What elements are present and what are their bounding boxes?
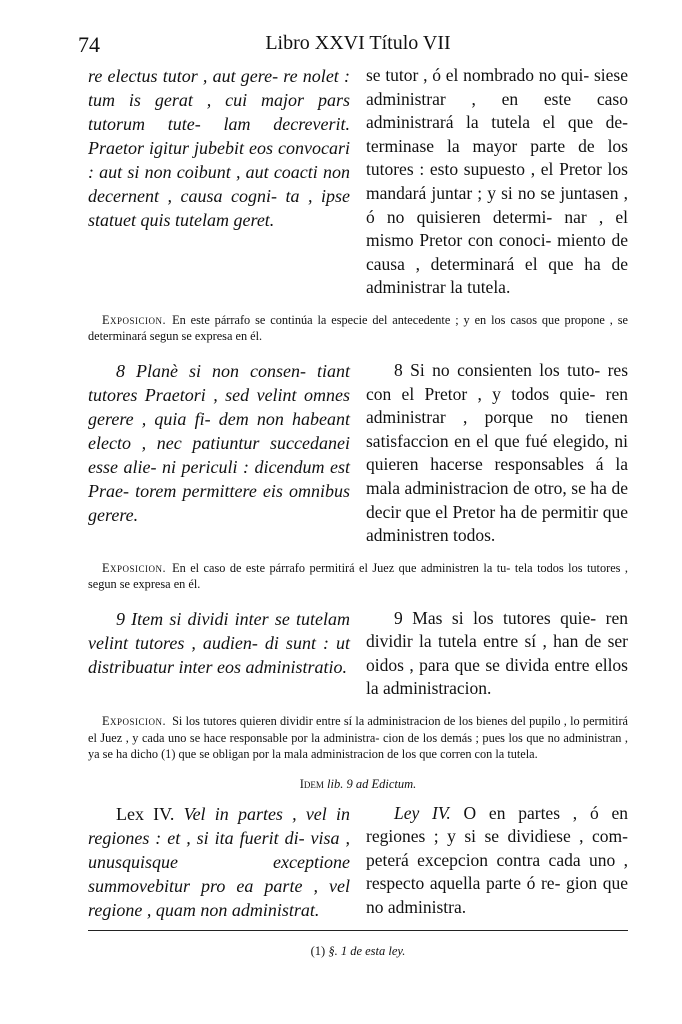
exposicion-label: Exposicion. <box>102 312 167 327</box>
exposicion-3 <box>88 713 628 763</box>
source-author: Idem <box>299 776 324 791</box>
page <box>78 30 629 922</box>
lex-spanish-heading: Ley IV. <box>394 802 451 823</box>
exposicion-2 <box>88 560 628 593</box>
latin-column <box>88 607 350 701</box>
lex-spanish-text: O en partes , ó en regiones ; y si se dividiese , com- peterá excepcion contra cada uno , respecto aquella parte ó re- gion que no administra. <box>366 802 629 917</box>
source-work: lib. 9 ad Edictum. <box>327 776 417 791</box>
lex-latin-text: Vel in partes , vel in regiones : et , si ita fuerit di- visa , unusquisque exceptione summovebitur pro ea parte , vel regione , quam non administrat. <box>88 803 350 920</box>
latin-text: 9 Item si dividi inter se tutelam velint tutores , audien- di sunt : ut distribuatur inter eos administratio. <box>88 608 350 677</box>
section-1-columns <box>88 64 628 300</box>
latin-column <box>88 359 350 548</box>
section-3-columns <box>88 607 628 701</box>
footnote-rule <box>88 930 628 931</box>
exposicion-text: Si los tutores quieren dividir entre sí la administracion de los bienes del pupilo , lo permitirá el Juez , y cada uno se hace responsable por la administra- cion de los demás ; pues los que no administran , ya se ha dicho (1) que se obligan por la mala administracion de los que corren con la tutela. <box>88 714 628 762</box>
latin-text: 8 Planè si non consen- tiant tutores Praetori , sed velint omnes gerere , quia fi- dem non habeant electo , nec patiuntur succedanei esse alie- ni periculi : dicendum est Prae- torem permittere eis omnibus gerere. <box>88 360 350 525</box>
exposicion-1 <box>88 312 628 345</box>
lex-latin-heading: Lex IV. <box>116 803 175 824</box>
spanish-column <box>366 359 628 548</box>
running-title: Libro XXVI Título VII <box>265 32 451 54</box>
exposicion-text: En este párrafo se continúa la especie del antecedente ; y en los casos que propone , se determinará segun se expresa en él. <box>88 312 628 344</box>
exposicion-label: Exposicion. <box>102 714 167 729</box>
footnote-text: §. 1 de esta ley. <box>328 944 406 958</box>
latin-column <box>88 64 350 300</box>
section-2-columns <box>88 359 628 548</box>
exposicion-label: Exposicion. <box>102 560 167 575</box>
footnote <box>88 944 628 959</box>
spanish-column <box>366 64 628 300</box>
spanish-text: se tutor , ó el nombrado no qui- siese administrar , en este caso administrará la tutela el que de- terminase la mayor parte de los tutores : esto supuesto , el Pretor los mandará juntar ; y si no se juntasen , ó no quisieren determi- nar , el mismo Pretor con conoci- miento de causa , determinará el que ha de administrar la tutela. <box>366 65 628 298</box>
spanish-text: 9 Mas si los tutores quie- ren dividir la tutela entre sí , han de ser oidos , para que se divida entre ellos la administracion. <box>366 607 628 699</box>
exposicion-text: En el caso de este párrafo permitirá el Juez que administren la tu- tela todos los tutores , segun se expresa en él. <box>88 560 628 592</box>
lex-latin-column <box>88 802 350 922</box>
spanish-column <box>366 607 628 701</box>
page-header <box>78 30 628 64</box>
source-citation <box>88 777 628 792</box>
latin-text: re electus tutor , aut gere- re nolet : tum is gerat , cui major pars tutorum tute- lam decreverit. Praetor igitur jubebit eos convocari : aut si non coibunt , aut coacti non decernent , causa cogni- ta , ipse statuet quis tutelam geret. <box>88 66 350 230</box>
lex-columns <box>88 802 628 922</box>
footnote-mark: (1) <box>310 944 326 958</box>
spanish-text: 8 Si no consienten los tuto- res con el Pretor , y todos quie- ren administrar , porque no tienen satisfaccion en el que fué elegido, ni quieren hacerse responsables á la mala administracion de otro, se ha de decir que el Pretor ha de permitir que administren todos. <box>366 359 628 546</box>
lex-spanish-column <box>366 802 628 922</box>
page-number: 74 <box>78 32 100 57</box>
